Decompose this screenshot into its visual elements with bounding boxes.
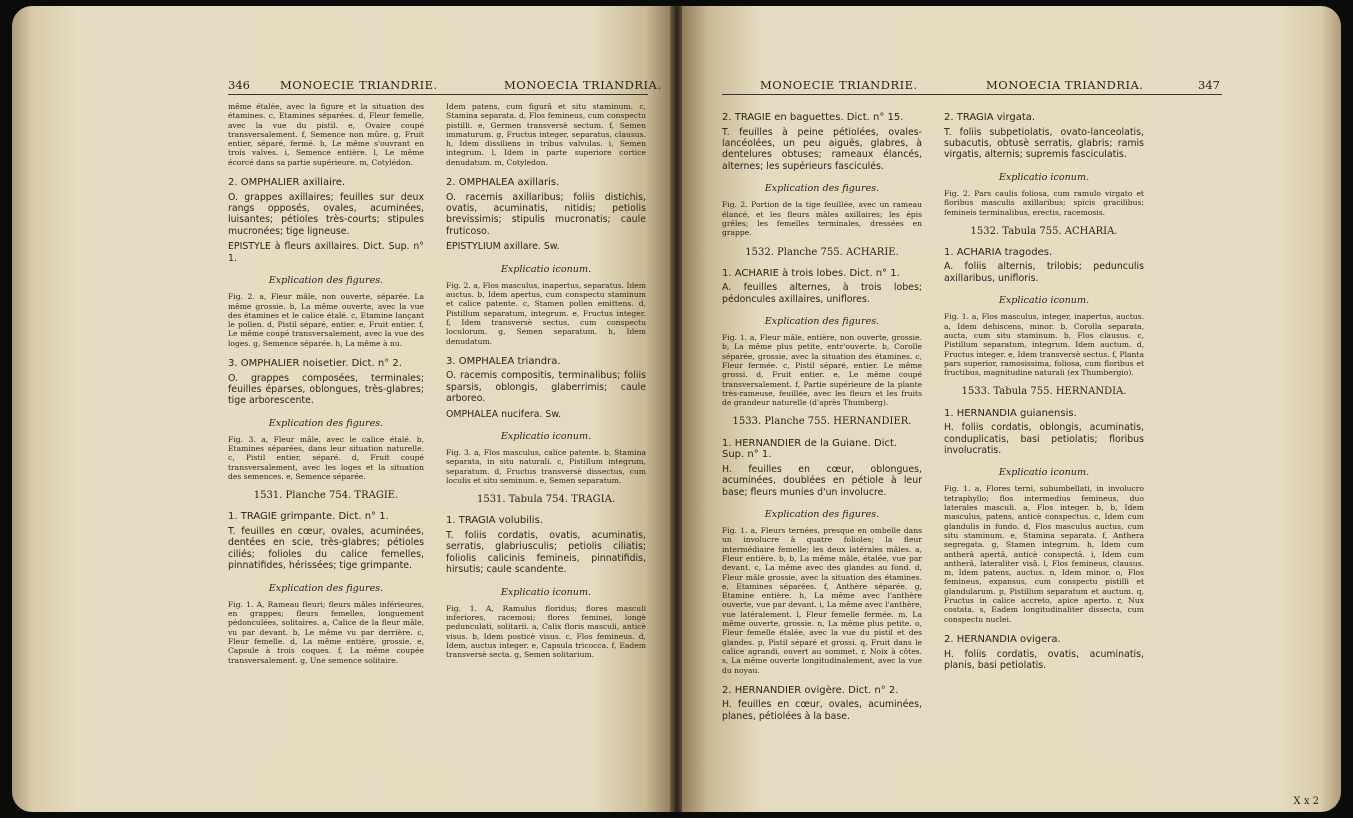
running-header-french: MONOECIE TRIANDRIE. [760, 78, 918, 92]
figure-caption-heading: Explicatio iconum. [500, 586, 592, 598]
catchword: X x 2 [1293, 796, 1319, 807]
species-description: H. feuilles en cœur, ovales, acuminées, planes, pétiolées à la base. [722, 699, 922, 722]
species-description: T. feuilles à peine pétiolées, ovales-lancéolées, un peu aiguës, glabres, à dentelures obtuses; rameaux élancés, alternes; les supérieurs fasciculés. [722, 126, 922, 172]
running-header-latin: MONOECIA TRIANDRIA. [504, 78, 662, 92]
species-heading: 2. HERNANDIA ovigera. [944, 633, 1061, 645]
plate-heading: 1532. Tabula 755. ACHARIA. [970, 225, 1118, 237]
species-description: EPISTYLE à fleurs axillaires. Dict. Sup. n° 1. [228, 241, 424, 264]
figure-explanation: Fig. 1. a, Fleurs ternées, presque en ombelle dans un involucre à quatre folioles; la fleur intermédiaire femelle; les deux latérales mâles. a, Fleur entière. b, b, La même mâle, étalée, vue par devant. c, La même avec des glandes au fond. d, Fleur mâle grossie, avec la situation des étamines. e, Etamines séparées. f, Anthère séparée. g, Etamine entière. h, La même avec l'anthère ouverte, vue par devant. i, La même avec l'anthère, vue latéralement. l, Fleur femelle fermée. m, La même ouverte, grossie. n, La même plus petite. o, Fleur femelle étalée, avec la vue du pistil et des glandes. p, Pistil séparé et grossi. q, Fruit dans le calice agrandi, ouvert au sommet. r, Noix à côtes. s, La même ouverte longitudinalement, avec la vue du noyau. [722, 526, 922, 675]
figure-caption-heading: Explication des figures. [268, 582, 384, 594]
species-heading: 2. HERNANDIER ovigère. Dict. n° 2. [722, 684, 899, 696]
figure-explanation: Idem patens, cum figurâ et situ staminum. c, Stamina separata. d, Flos femineus, cum conspectu pistilli. e, Germen transversè sectum. f, Semen immaturum. g, Fructus integer, separatus, clausus. h, Idem dissiliens in tribus valvulas. i, Semen integrum. l, Idem in parte superiore cortice denudatum. m, Cotyledon. [446, 102, 646, 167]
species-description: OMPHALEA nucifera. Sw. [446, 408, 562, 420]
species-description: A. feuilles alternes, à trois lobes; pédoncules axillaires, uniflores. [722, 282, 922, 305]
left-page [12, 6, 672, 812]
left-page-latin-column [446, 102, 646, 663]
species-heading: 1. TRAGIE grimpante. Dict. n° 1. [228, 511, 389, 523]
species-description: T. foliis cordatis, ovatis, acuminatis, serratis, glabriusculis; petiolis ciliatis; foliolis calicinis femineis, pinnatifidis, hirsutis; caule scandente. [446, 530, 646, 576]
species-heading: 2. TRAGIE en baguettes. Dict. n° 15. [722, 112, 904, 123]
figure-explanation: Fig. 1. A, Rameau fleuri; fleurs mâles inférieures, en grappes; fleurs femelles, longuement pédonculées, solitaires. a, Calice de la fleur mâle, vu par devant. b, Le même vu par derrière. c, Fleur femelle. d, La même entière, grossie. e, Capsule à trois coques. f, La même coupée transversalement. g, Une semence solitaire. [228, 599, 424, 665]
figure-caption-heading: Explication des figures. [268, 275, 384, 287]
plate-heading: 1533. Planche 755. HERNANDIER. [732, 416, 912, 428]
left-page-french-column [228, 102, 424, 668]
species-description: O. racemis axillaribus; foliis distichis, ovatis, acuminatis, nitidis; petiolis brevissimis; stipulis mucronatis; caule fruticoso. [446, 191, 646, 237]
figure-caption-heading: Explication des figures. [764, 183, 880, 195]
page-number: 346 [228, 78, 250, 92]
right-page-latin-column [944, 102, 1144, 675]
figure-caption-heading: Explicatio iconum. [500, 263, 592, 275]
species-description: EPISTYLIUM axillare. Sw. [446, 241, 560, 253]
species-heading: 1. ACHARIA tragodes. [944, 246, 1053, 258]
figure-explanation: Fig. 2. Pars caulis foliosa, cum ramulo virgato et floribus masculis axillaribus; spicis gracilibus; femineis terminalibus, erectis, racemosis. [944, 188, 1144, 217]
species-description: O. grappes composées, terminales; feuilles éparses, oblongues, très-glabres; tige arborescente. [228, 372, 424, 407]
header-rule [228, 94, 648, 95]
figure-explanation: Fig. 1. a, Fleur mâle, entière, non ouverte, grossie. b, La même plus petite, entr'ouverte. b, Corolle séparée, grossie, avec la situation des étamines. c, Fleur fermée. c, Pistil séparé, entier. Le même grossi. d, Fruit entier. e, Le même coupé transversalement. f, Partie supérieure de la plante très-rameuse, feuillée, avec les fleurs et les fruits de grandeur naturelle (d'après Thumberg). [722, 333, 922, 408]
species-heading: 3. OMPHALIER noisetier. Dict. n° 2. [228, 357, 402, 369]
species-heading: 2. TRAGIA virgata. [944, 112, 1036, 123]
figure-caption-heading: Explicatio iconum. [500, 431, 592, 443]
figure-explanation: Fig. 3. a, Flos masculus, calice patente. b, Stamina separata, in situ naturali. c, Pistillum integrum, separatum. d, Fructus transversè dissectus, cum loculis et situ seminum. e, Semen separatum. [446, 448, 646, 486]
species-description: H. foliis cordatis, ovatis, acuminatis, planis, basi petiolatis. [944, 648, 1144, 671]
species-heading: 1. HERNANDIER de la Guiane. Dict. Sup. n° 1. [722, 437, 898, 461]
species-heading: 2. OMPHALIER axillaire. [228, 177, 346, 189]
plate-heading: 1531. Planche 754. TRAGIE. [253, 490, 399, 502]
species-heading: 1. HERNANDIA guianensis. [944, 407, 1077, 419]
figure-explanation: même étalée, avec la figure et la situation des étamines. c, Etamines séparées. d, Fleur femelle, avec la vue du pistil. e, Ovaire coupé transversalement. f, Semence non mûre. g, Fruit entier, séparé, fermé. h, Le même s'ouvrant en trois valves. i, Semence entière. l, Le même écorcé dans sa partie supérieure. m, Cotylédon. [228, 102, 424, 167]
species-description: O. grappes axillaires; feuilles sur deux rangs opposés, ovales, acuminées, luisantes; pétioles très-courts; stipules mucronées; tige ligneuse. [228, 191, 424, 237]
species-description: H. foliis cordatis, oblongis, acuminatis, conduplicatis, basi petiolatis; floribus involucratis. [944, 422, 1144, 456]
figure-explanation: Fig. 2. a, Fleur mâle, non ouverte, séparée. La même grossie. b, La même ouverte, avec la vue des étamines et le calice étalé. c, Etamine lançant le pollen. d, Pistil séparé, entier. e, Fruit entier. f, Le même coupé transversalement, avec la vue des loges. g, Semence séparée. h, La même à nu. [228, 292, 424, 348]
figure-caption-heading: Explication des figures. [764, 508, 880, 520]
plate-heading: 1532. Planche 755. ACHARIE. [745, 246, 899, 258]
species-heading: 1. TRAGIA volubilis. [446, 515, 543, 527]
figure-explanation: Fig. 2. a, Flos masculus, inapertus, separatus. Idem auctus. b, Idem apertus, cum conspectu staminum et calice patente. c, Stamen pollen emittens. d, Pistillum separatum, integrum. e, Fructus integer. f, Idem transversè sectus, cum conspectu loculorum. g, Semen separatum. h, Idem denudatum. [446, 280, 646, 346]
figure-caption-heading: Explicatio iconum. [998, 171, 1090, 183]
page-number: 347 [1198, 78, 1220, 92]
plate-heading: 1531. Tabula 754. TRAGIA. [476, 494, 616, 506]
figure-caption-heading: Explication des figures. [268, 417, 384, 429]
right-page-french-column [722, 102, 922, 726]
figure-explanation: Fig. 1. a, Flores terni, subumbellati, in involucro tetraphyllo; flos intermedius femineus, duo laterales masculi. a, Flos integer. b, b, Idem masculus, patens, anticè conspectus. c, Idem cum glandulis in fundo. d, Flos masculus auctus, cum situ staminum. e, Stamina separata. f, Anthera segregata. g, Stamen integrum. h, Idem cum antherâ apertâ, anticè conspectâ. i, Idem cum antherâ, lateraliter visâ. l, Flos femineus, clausus. m, Idem patens, auctus. n, Idem minor. o, Flos femineus, expansus, cum conspectu pistilli et glandularum. p, Pistillum separatum et auctum. q, Fructus in calice accreto, apice aperto. r, Nux costata. s, Eadem longitudinaliter dissecta, cum conspectu nuclei. [944, 484, 1144, 624]
right-page [682, 6, 1341, 812]
species-description: T. feuilles en cœur, ovales, acuminées, dentées en scie, très-glabres; pétioles ciliés; folioles du calice femelles, pinnatifides, hérissées; tige grimpante. [228, 526, 424, 572]
species-description: T. foliis subpetiolatis, ovato-lanceolatis, subacutis, obtusè serratis, glabris; ramis virgatis, alternis; supremis fasciculatis. [944, 126, 1144, 161]
species-description: H. feuilles en cœur, oblongues, acuminées, doublées en pétiole à leur base; fleurs munies d'un involucre. [722, 463, 922, 498]
figure-caption-heading: Explicatio iconum. [998, 467, 1090, 479]
species-heading: 1. ACHARIE à trois lobes. Dict. n° 1. [722, 267, 900, 279]
figure-explanation: Fig. 1. a, Flos masculus, integer, inapertus, auctus. a, Idem dehiscens, minor. b, Corolla separata, aucta, cum situ staminum. b, Flos clausus. c, Pistillum separatum, integrum. Idem auctum. d, Fructus integer. e, Idem transversè sectus. f, Planta pars superior, ramosissima, foliosa, cum floribus et fructibus, magnitudine naturali (ex Thumbergio). [944, 312, 1144, 378]
running-header-french: MONOECIE TRIANDRIE. [280, 78, 438, 92]
species-description: O. racemis compositis, terminalibus; foliis sparsis, oblongis, glaberrimis; caule arboreo. [446, 370, 646, 405]
figure-caption-heading: Explication des figures. [764, 316, 880, 327]
species-heading: 3. OMPHALEA triandra. [446, 355, 561, 367]
species-description: A. foliis alternis, trilobis; pedunculis axillaribus, unifloris. [944, 261, 1144, 284]
figure-explanation: Fig. 3. a, Fleur mâle, avec le calice étalé. b, Etamines séparées, dans leur situation naturelle. c, Pistil entier, séparé. d, Fruit coupé transversalement, avec les loges et la situation des semences. e, Semence séparée. [228, 434, 424, 482]
figure-explanation: Fig. 2. Portion de la tige feuillée, avec un rameau élancé, et les fleurs mâles axillaires; les épis grêles; les femelles terminales, dressées en grappe. [722, 200, 922, 238]
running-header-latin: MONOECIA TRIANDRIA. [986, 78, 1144, 92]
species-heading: 2. OMPHALEA axillaris. [446, 177, 560, 189]
open-book [10, 6, 1343, 812]
plate-heading: 1533. Tabula 755. HERNANDIA. [961, 386, 1127, 398]
figure-explanation: Fig. 1. A, Ramulus floridus; flores masculi inferiores, racemosi; flores feminei, longè pedunculati, solitarii. a, Calix floris masculi, anticè visus. b, Idem posticè visus. c, Flos femineus. d, Idem, auctus integer. e, Capsula tricocca. f, Eadem transversè secta. g, Semen solitarium. [446, 603, 646, 660]
header-rule [722, 94, 1222, 95]
figure-caption-heading: Explicatio iconum. [998, 295, 1090, 307]
